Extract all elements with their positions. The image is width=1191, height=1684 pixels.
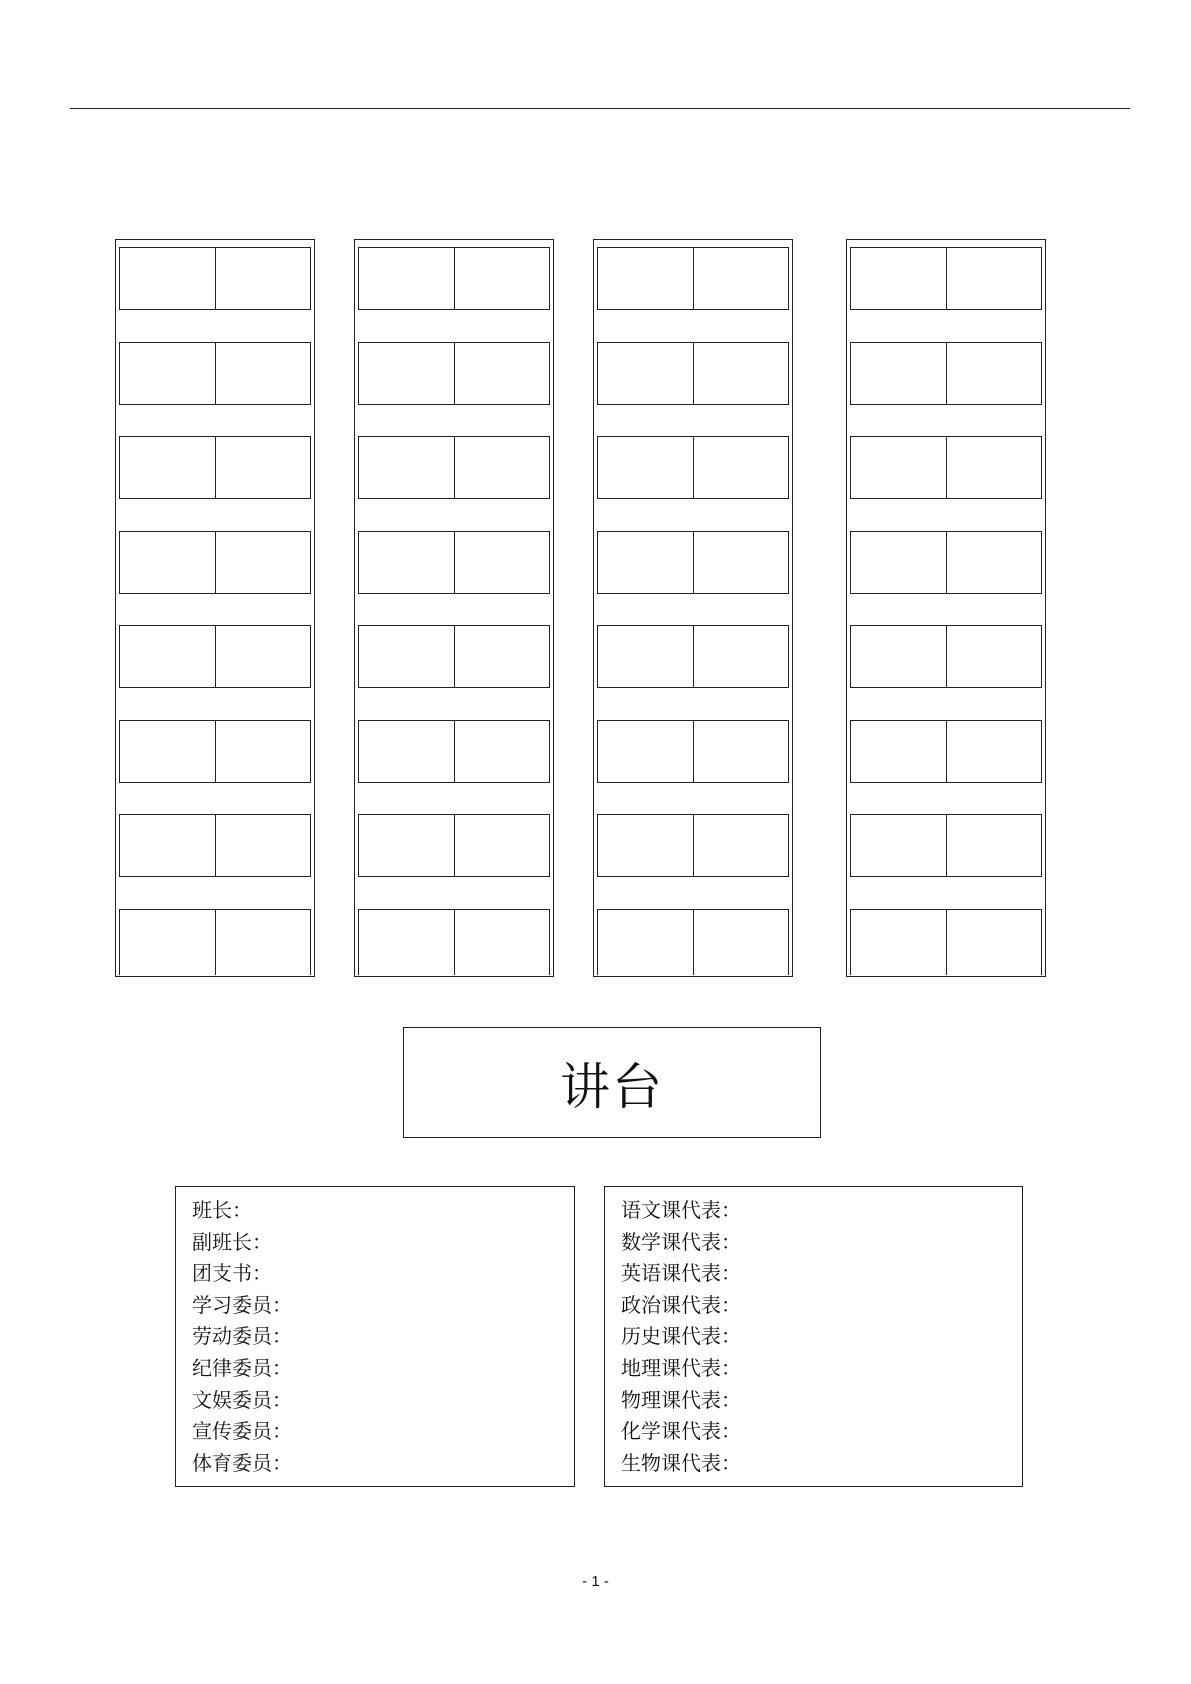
seat [946, 910, 1042, 975]
desk [119, 342, 311, 405]
seat [598, 626, 693, 687]
seat [693, 437, 789, 498]
seat [598, 910, 693, 975]
desk [119, 531, 311, 594]
roster-item: 宣传委员： [192, 1419, 292, 1444]
seat [946, 532, 1042, 593]
seat [598, 437, 693, 498]
roster-item: 英语课代表： [621, 1261, 741, 1286]
desk [358, 436, 550, 499]
roster-item: 体育委员： [192, 1450, 292, 1475]
seat [215, 626, 311, 687]
roster-item: 物理课代表： [621, 1387, 741, 1412]
roster-item: 纪律委员： [192, 1355, 292, 1380]
seat [120, 532, 215, 593]
desk [358, 720, 550, 783]
desk [119, 814, 311, 877]
desk [358, 814, 550, 877]
seat [693, 626, 789, 687]
seat [359, 437, 454, 498]
seat [215, 248, 311, 309]
seat [454, 248, 550, 309]
seat [120, 815, 215, 876]
seat [359, 248, 454, 309]
seat [693, 721, 789, 782]
seat [946, 815, 1042, 876]
seat [851, 248, 946, 309]
roster-item: 班长： [192, 1198, 252, 1222]
seat [359, 626, 454, 687]
roster-item: 劳动委员： [192, 1324, 292, 1349]
podium-label: 讲台 [560, 1057, 664, 1116]
class-officers-box [175, 1186, 575, 1487]
desk [358, 909, 550, 975]
seat [693, 815, 789, 876]
podium [403, 1027, 821, 1138]
roster-item: 副班长： [192, 1229, 272, 1254]
desk [358, 342, 550, 405]
desk [119, 436, 311, 499]
seat [946, 626, 1042, 687]
seat [851, 626, 946, 687]
roster-item: 文娱委员： [192, 1387, 292, 1412]
seat [851, 343, 946, 404]
desk [358, 531, 550, 594]
seat [851, 815, 946, 876]
seat [598, 815, 693, 876]
roster-item: 化学课代表： [621, 1419, 741, 1444]
seat [946, 437, 1042, 498]
roster-item: 历史课代表： [621, 1324, 741, 1349]
seat [454, 721, 550, 782]
seat [454, 910, 550, 975]
seat [120, 437, 215, 498]
roster-item: 学习委员： [192, 1292, 292, 1317]
desk [358, 247, 550, 310]
desk-group-3 [593, 239, 793, 977]
seat [454, 626, 550, 687]
seat [598, 721, 693, 782]
roster-item: 政治课代表： [621, 1292, 741, 1317]
seat [120, 721, 215, 782]
desk [597, 342, 789, 405]
page-number: - 1 - [582, 1573, 609, 1590]
seat [215, 910, 311, 975]
seat [359, 343, 454, 404]
desk [119, 247, 311, 310]
seat [359, 721, 454, 782]
desk-group-1 [115, 239, 315, 977]
desk [597, 909, 789, 975]
seat [359, 815, 454, 876]
seat [120, 248, 215, 309]
subject-representatives-box [604, 1186, 1023, 1487]
roster-item: 数学课代表： [621, 1229, 741, 1254]
seat [454, 532, 550, 593]
seat [693, 343, 789, 404]
seat [851, 721, 946, 782]
desk-group-2 [354, 239, 554, 977]
seat [215, 343, 311, 404]
desk [850, 625, 1042, 688]
seat [598, 248, 693, 309]
roster-item: 团支书： [192, 1261, 272, 1286]
seat [215, 721, 311, 782]
seat [851, 437, 946, 498]
desk [119, 909, 311, 975]
desk [850, 342, 1042, 405]
roster-item: 语文课代表： [621, 1198, 741, 1222]
seat [693, 532, 789, 593]
seat [120, 910, 215, 975]
desk [597, 531, 789, 594]
desk [850, 720, 1042, 783]
desk [850, 436, 1042, 499]
seat [598, 343, 693, 404]
desk [597, 247, 789, 310]
roster-item: 地理课代表： [621, 1355, 741, 1380]
seat [215, 532, 311, 593]
desk [358, 625, 550, 688]
seat [851, 910, 946, 975]
seat [215, 437, 311, 498]
seat [454, 815, 550, 876]
desk [119, 720, 311, 783]
desk [850, 247, 1042, 310]
desk [119, 625, 311, 688]
desk [597, 814, 789, 877]
seat [120, 626, 215, 687]
desk [850, 814, 1042, 877]
seat [120, 343, 215, 404]
seat [693, 910, 789, 975]
seat [946, 343, 1042, 404]
seat [359, 910, 454, 975]
seat [946, 721, 1042, 782]
seat [454, 343, 550, 404]
seat [454, 437, 550, 498]
desk-group-4 [846, 239, 1046, 977]
seat [215, 815, 311, 876]
seat [693, 248, 789, 309]
seat [598, 532, 693, 593]
header-rule [70, 108, 1130, 109]
seat [359, 532, 454, 593]
desk [597, 625, 789, 688]
seat [946, 248, 1042, 309]
desk [597, 720, 789, 783]
desk [850, 531, 1042, 594]
seat [851, 532, 946, 593]
desk [597, 436, 789, 499]
desk [850, 909, 1042, 975]
roster-item: 生物课代表： [621, 1450, 741, 1475]
